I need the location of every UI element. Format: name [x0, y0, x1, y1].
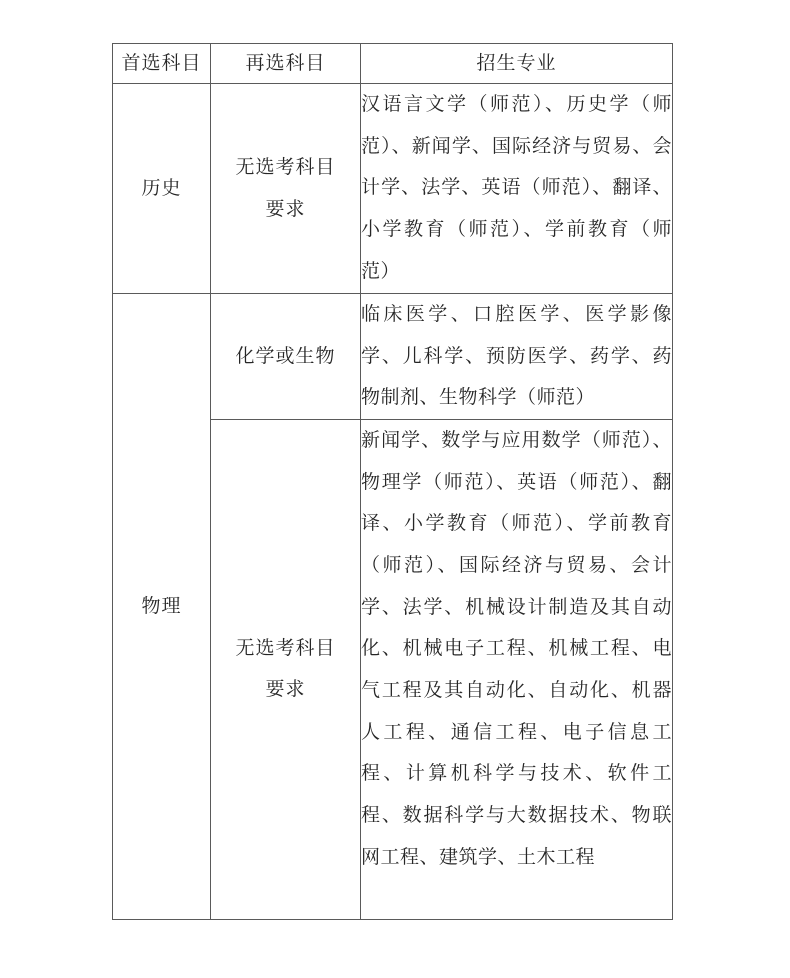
second-subject-text: 化学或生物 — [235, 346, 336, 368]
cell-majors-physics-chem-bio: 临床医学、口腔医学、医学影像学、儿科学、预防医学、药学、药物制剂、生物科学（师范） — [361, 294, 673, 420]
header-second-subject: 再选科目 — [211, 44, 361, 84]
cell-second-subject-history — [211, 84, 361, 294]
second-subject-text: 无选考科目要求 — [235, 637, 336, 701]
header-first-subject: 首选科目 — [113, 44, 211, 84]
cell-first-subject-history: 历史 — [113, 84, 211, 294]
table-row-physics-chem-bio — [113, 294, 673, 420]
cell-second-subject-norequirement — [211, 419, 361, 919]
cell-second-subject-chem-bio — [211, 294, 361, 420]
second-subject-text: 无选考科目要求 — [235, 156, 336, 220]
admission-subjects-table — [112, 43, 673, 920]
table-header-row — [113, 44, 673, 84]
header-majors: 招生专业 — [361, 44, 673, 84]
cell-majors-history: 汉语言文学（师范）、历史学（师范）、新闻学、国际经济与贸易、会计学、法学、英语（师范）、翻译、小学教育（师范）、学前教育（师范） — [361, 84, 673, 294]
cell-first-subject-physics: 物理 — [113, 294, 211, 920]
cell-majors-physics-norequirement: 新闻学、数学与应用数学（师范）、物理学（师范）、英语（师范）、翻译、小学教育（师范）、学前教育（师范）、国际经济与贸易、会计学、法学、机械设计制造及其自动化、机械电子工程、机械工程、电气工程及其自动化、自动化、机器人工程、通信工程、电子信息工程、计算机科学与技术、软件工程、数据科学与大数据技术、物联网工程、建筑学、土木工程 — [361, 419, 673, 919]
table-row-history — [113, 84, 673, 294]
